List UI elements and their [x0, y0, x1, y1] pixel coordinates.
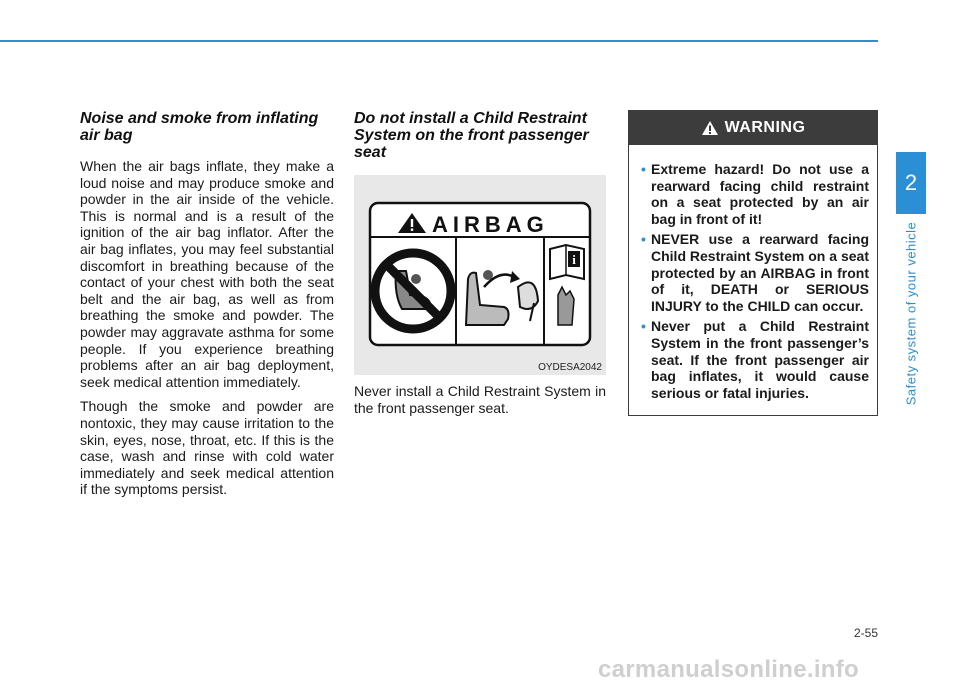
- page-number: 2-55: [853, 626, 878, 640]
- warning-header: [629, 111, 877, 145]
- warning-item: • NEVER use a rearward facing Child Restraint System on a seat protected by an AIRBAG in front of it, DEATH or SERIOUS INJURY to the CHILD can occur.: [641, 231, 869, 314]
- child-restraint-paragraph: Never install a Child Restraint System in the front passenger seat.: [354, 383, 606, 416]
- child-restraint-heading: Do not install a Child Restraint System on the front passenger seat: [354, 110, 589, 161]
- warning-item: • Extreme hazard! Do not use a rearward facing child restraint on a seat protected by an air bag in front of it!: [641, 161, 869, 227]
- svg-text:i: i: [572, 252, 576, 267]
- child-restraint-section: [354, 110, 606, 424]
- chapter-title: [896, 220, 926, 406]
- noise-smoke-paragraph-2: Though the smoke and powder are nontoxic, they may cause irritation to the skin, eyes, nose, throat, etc. If this is the case, wash and rinse with cold water immediately and seek medical attention if the symptoms persist.: [80, 398, 334, 498]
- noise-smoke-section: [80, 110, 334, 506]
- figure-caption: OYDESA2042: [538, 362, 602, 373]
- warning-title: WARNING: [724, 119, 806, 136]
- airbag-label-figure: [354, 175, 606, 375]
- chapter-number-tab: 2: [896, 152, 926, 214]
- no-child-seat-icon: [375, 253, 451, 329]
- noise-smoke-heading: Noise and smoke from inflating air bag: [80, 110, 319, 144]
- warning-box: [628, 110, 878, 416]
- warning-item: • Never put a Child Restraint System in the front passenger’s seat. If the front passenger air bag inflates, it would cause serious or fatal injuries.: [641, 318, 869, 401]
- airbag-label-text: AIRBAG: [432, 212, 549, 237]
- chapter-title-text: Safety system of your vehicle: [903, 221, 919, 405]
- top-rule: [0, 40, 878, 42]
- warning-list: [629, 153, 877, 401]
- watermark: carmanualsonline.info: [598, 656, 860, 683]
- warning-triangle-icon: [701, 120, 719, 136]
- noise-smoke-paragraph-1: When the air bags inflate, they make a loud noise and may produce smoke and powder in the air inside of the vehicle. This is normal and is a result of the ignition of the air bag inflator. After the air bag inflates, you may feel substantial discomfort in breathing because of the contact of your chest with both the seat belt and the air bag, as well as from breathing the smoke and powder. The powder may aggravate asthma for some people. If you experience breathing problems after an air bag deployment, seek medical attention immediately.: [80, 158, 334, 390]
- airbag-label-illustration: [354, 175, 606, 375]
